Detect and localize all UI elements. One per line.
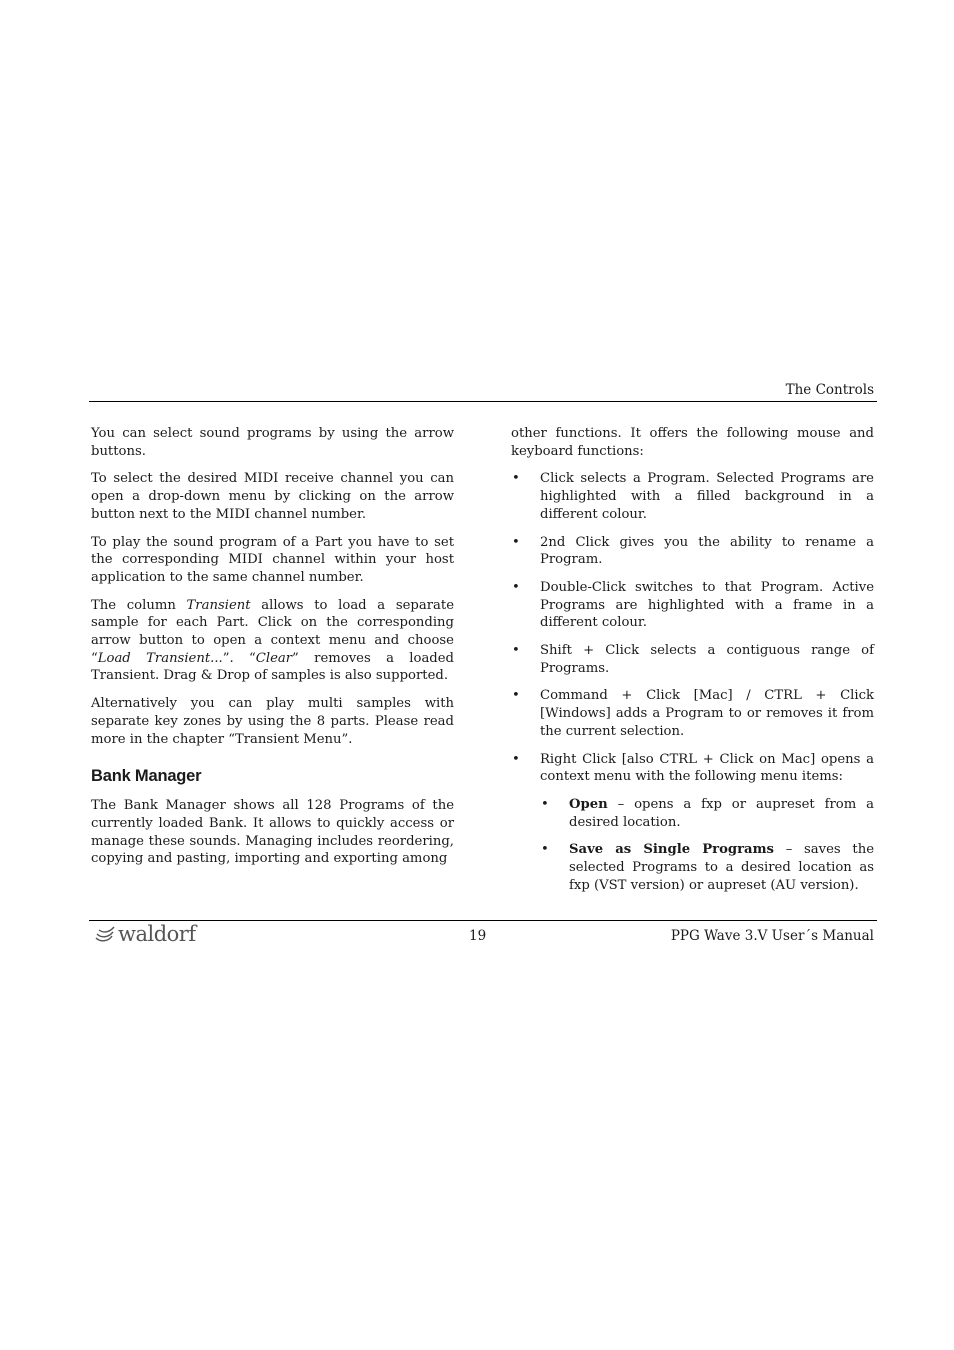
transient-text: allows to load a separate sample for each Part. Click on the corresponding arrow button to open a context menu and choose “ — [91, 597, 455, 666]
context-menu-list — [540, 796, 874, 895]
bullet-icon: • — [512, 579, 520, 595]
paragraph-functions-intro: other functions. It offers the following mouse and keyboard functions: — [511, 426, 874, 459]
bullet-icon: • — [512, 534, 520, 550]
function-list — [511, 470, 874, 786]
transient-text: ”. “ — [222, 650, 256, 666]
section-heading-bank-manager: Bank Manager — [91, 767, 202, 786]
bullet-icon: • — [512, 643, 520, 659]
paragraph-bank-manager: The Bank Manager shows all 128 Programs of the currently loaded Bank. It allows to quickly access or manage these sounds. Managing includes reordering, copying and pasting, importing and exporting among — [91, 798, 454, 867]
waldorf-swirl-icon — [94, 924, 116, 944]
clear-term: Clear — [255, 650, 293, 666]
left-column — [91, 425, 454, 878]
list-item-text: Command + Click [Mac] / CTRL + Click [Windows] adds a Program to or removes it from the current selection. — [540, 688, 874, 739]
right-column — [511, 425, 874, 904]
bullet-icon: • — [512, 751, 520, 767]
list-item — [511, 534, 874, 569]
list-item-text: Right Click [also CTRL + Click on Mac] opens a context menu with the following menu items: — [540, 751, 874, 785]
paragraph-host-channel: To play the sound program of a Part you have to set the corresponding MIDI channel within your host application to the same channel number. — [91, 534, 454, 585]
paragraph-multi-samples: Alternatively you can play multi samples with separate key zones by using the 8 parts. Please read more in the chapter “Transient Menu”. — [91, 696, 454, 747]
transient-text: The column — [91, 597, 187, 613]
paragraph-midi-channel: To select the desired MIDI receive channel you can open a drop-down menu by clicking on the arrow button next to the MIDI channel number. — [91, 471, 454, 522]
load-transient-term: Load Transient... — [97, 650, 223, 666]
transient-term: Transient — [186, 597, 251, 613]
menu-item-name: Save as Single Programs — [569, 842, 774, 858]
list-item-text: Shift + Click selects a contiguous range of Programs. — [540, 643, 874, 676]
waldorf-logo — [94, 921, 196, 947]
bullet-icon: • — [541, 796, 549, 812]
footer-rule — [89, 920, 877, 921]
page-number: 19 — [469, 928, 487, 944]
bullet-icon: • — [541, 842, 549, 858]
paragraph-transient — [91, 597, 454, 686]
paragraph-arrow-buttons: You can select sound programs by using the arrow buttons. — [91, 426, 454, 459]
bullet-icon: • — [512, 688, 520, 704]
logo-wordmark: waldorf — [118, 922, 196, 946]
transient-text: ” removes a loaded Transient. Drag & Drop of samples is also supported. — [91, 650, 454, 684]
list-item — [511, 687, 874, 740]
list-item-text: 2nd Click gives you the ability to rename a Program. — [540, 534, 874, 568]
menu-item-description: – opens a fxp or aupreset from a desired location. — [569, 796, 874, 830]
list-item-text: Click selects a Program. Selected Programs are highlighted with a filled background in a different colour. — [540, 471, 874, 522]
list-item-text: Double-Click switches to that Program. Active Programs are highlighted with a frame in a different colour. — [540, 579, 874, 631]
menu-item-name: Open — [569, 796, 608, 812]
sub-list-item — [540, 796, 874, 831]
menu-item-description: – saves the selected Programs to a desired location as fxp (VST version) or aupreset (AU version). — [569, 842, 874, 893]
manual-title: PPG Wave 3.V User´s Manual — [670, 928, 874, 944]
header-rule — [89, 401, 877, 402]
list-item — [511, 579, 874, 632]
list-item — [511, 751, 874, 786]
list-item — [511, 470, 874, 523]
list-item — [511, 642, 874, 677]
running-header: The Controls — [785, 382, 874, 398]
bullet-icon: • — [512, 471, 520, 487]
sub-list-item — [540, 841, 874, 894]
